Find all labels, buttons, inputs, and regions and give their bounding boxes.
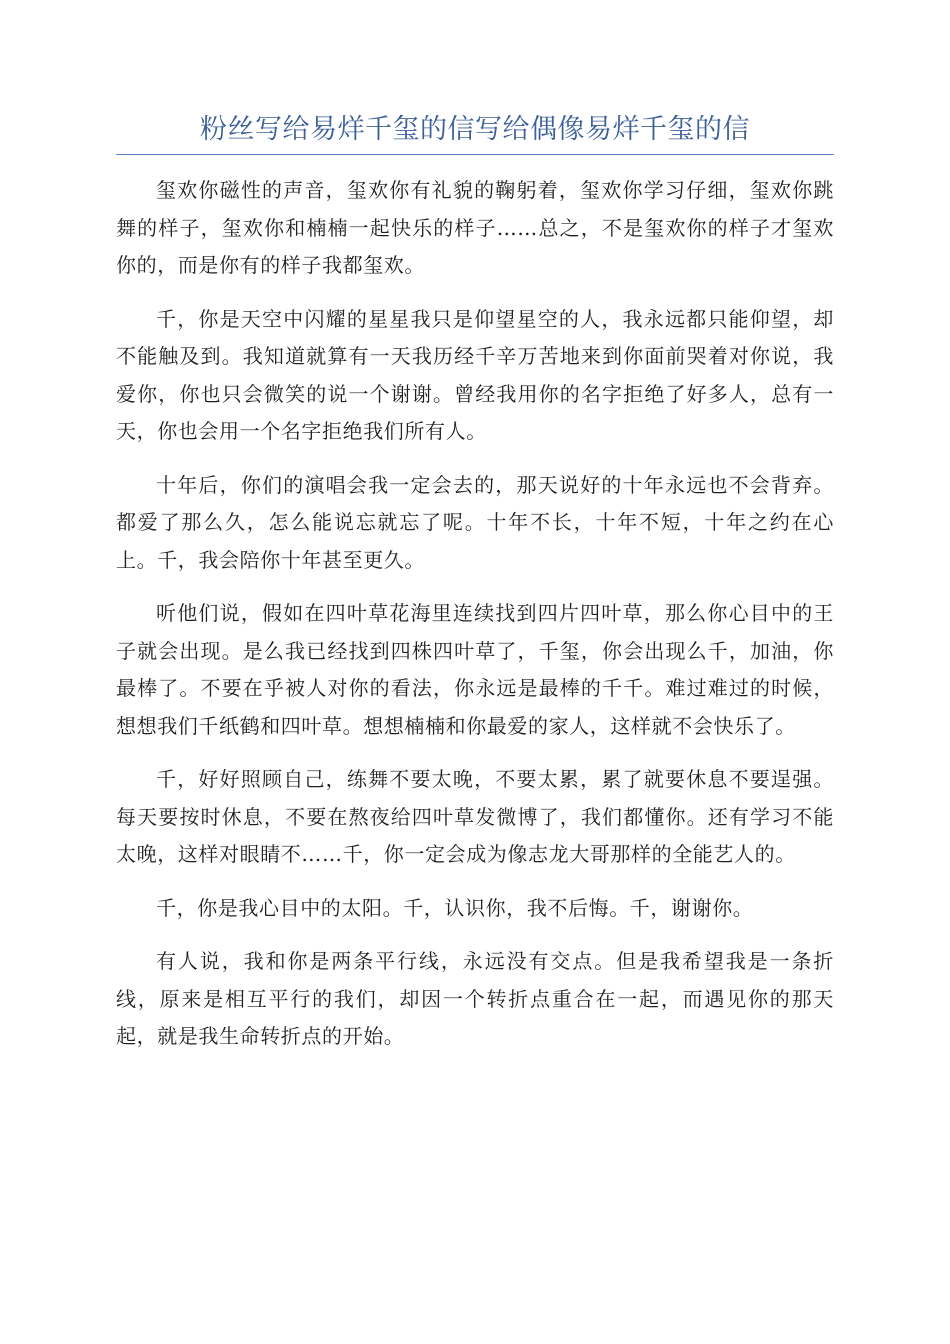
document-title: 粉丝写给易烊千玺的信写给偶像易烊千玺的信 [200,114,750,145]
paragraph: 玺欢你磁性的声音，玺欢你有礼貌的鞠躬着，玺欢你学习仔细，玺欢你跳舞的样子，玺欢你和楠楠一起快乐的样子……总之，不是玺欢你的样子才玺欢你的，而是你有的样子我都玺欢。 [116,178,834,277]
paragraph: 千，好好照顾自己，练舞不要太晚，不要太累，累了就要休息不要逞强。每天要按时休息，不要在熬夜给四叶草发微博了，我们都懂你。还有学习不能太晚，这样对眼睛不……千，你一定会成为像志龙大哥那样的全能艺人的。 [116,767,834,866]
document-body [116,172,834,1072]
title-underline [116,154,834,155]
paragraph: 千，你是我心目中的太阳。千，认识你，我不后悔。千，谢谢你。 [156,895,754,920]
paragraph: 听他们说，假如在四叶草花海里连续找到四片四叶草，那么你心目中的王子就会出现。是么我已经找到四株四叶草了，千玺，你会出现么千，加油，你最棒了。不要在乎被人对你的看法，你永远是最棒的千千。难过难过的时候，想想我们千纸鹤和四叶草。想想楠楠和你最爱的家人，这样就不会快乐了。 [116,601,834,738]
paragraph: 十年后，你们的演唱会我一定会去的，那天说好的十年永远也不会背弃。都爱了那么久，怎么能说忘就忘了呢。十年不长，十年不短，十年之约在心上。千，我会陪你十年甚至更久。 [116,472,834,572]
paragraph: 千，你是天空中闪耀的星星我只是仰望星空的人，我永远都只能仰望，却不能触及到。我知道就算有一天我历经千辛万苦地来到你面前哭着对你说，我爱你，你也只会微笑的说一个谢谢。曾经我用你的名字拒绝了好多人，总有一天，你也会用一个名字拒绝我们所有人。 [116,306,834,443]
paragraph: 有人说，我和你是两条平行线，永远没有交点。但是我希望我是一条折线，原来是相互平行的我们，却因一个转折点重合在一起，而遇见你的那天起，就是我生命转折点的开始。 [116,949,834,1048]
